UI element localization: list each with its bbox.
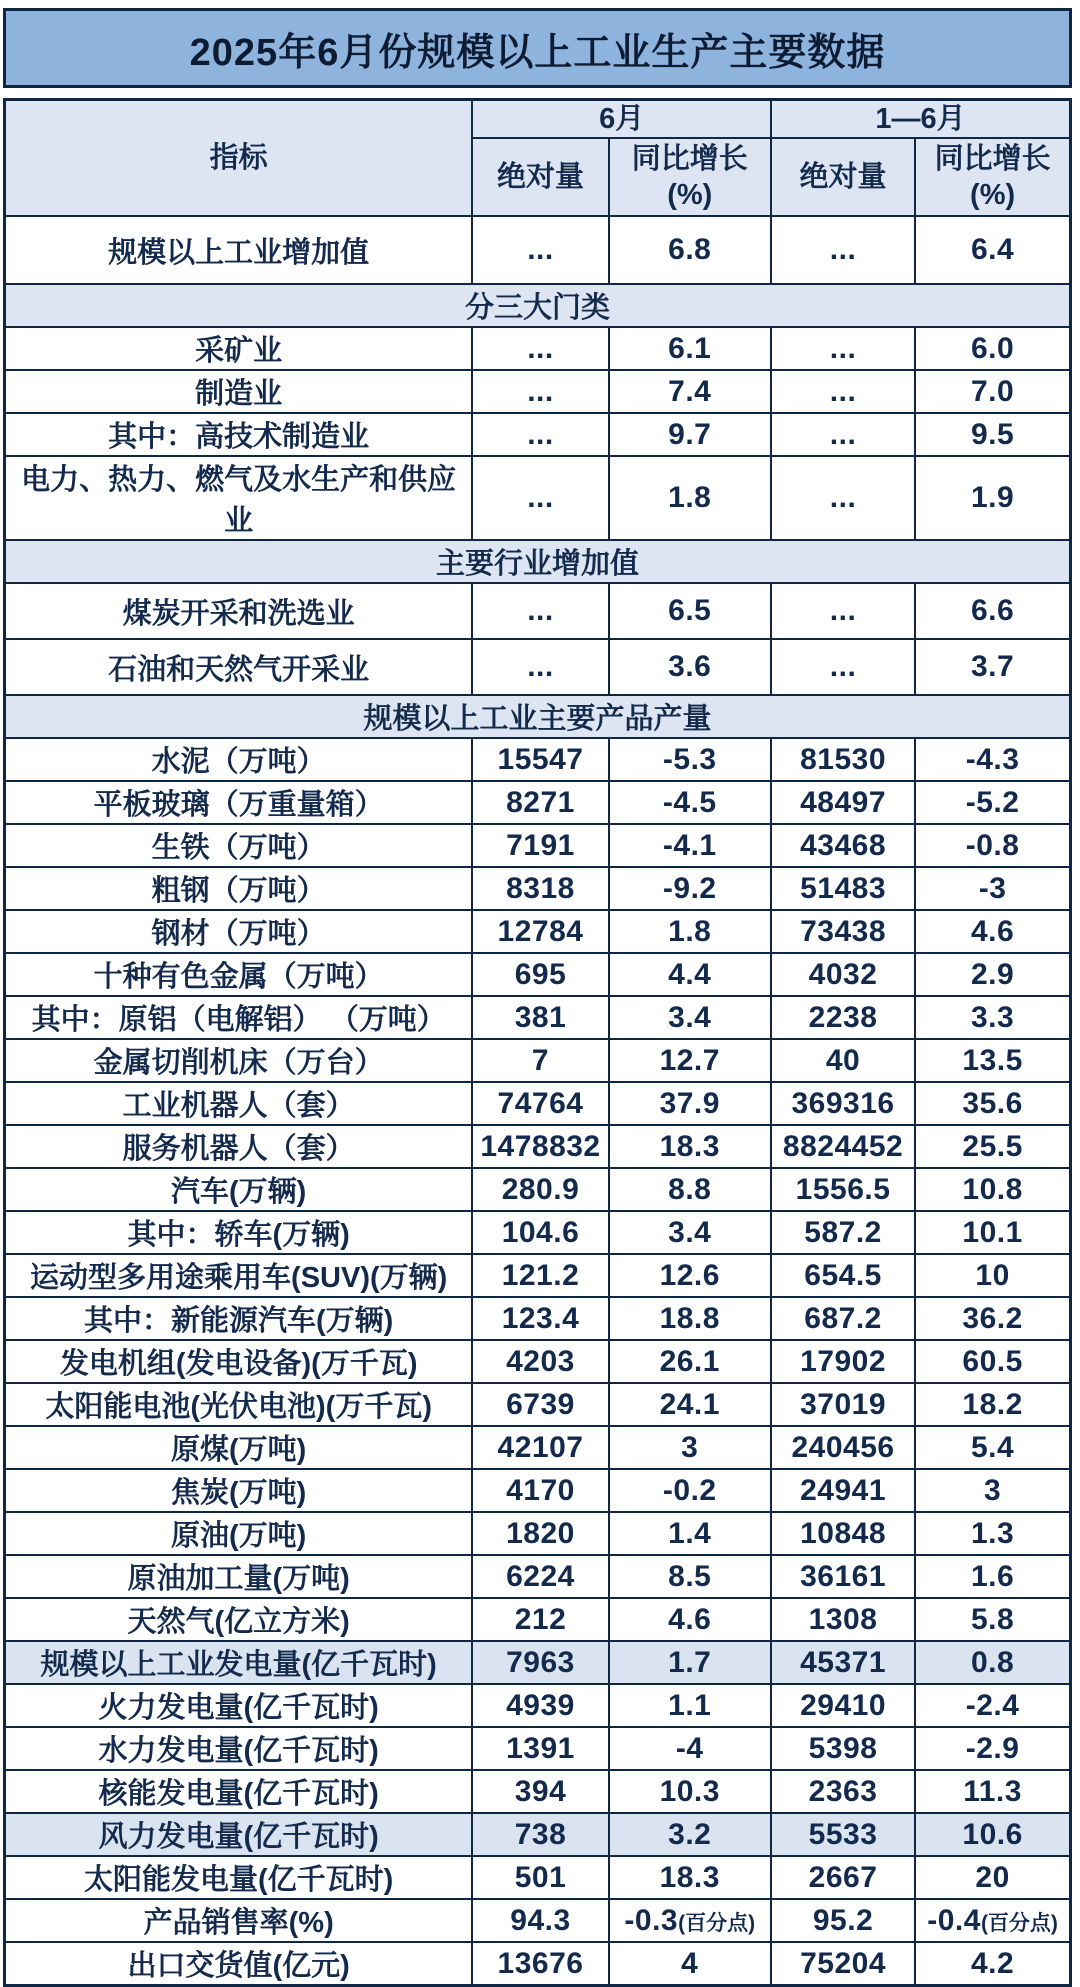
value-cell: 10.1	[915, 1211, 1070, 1254]
value-cell: 121.2	[472, 1254, 608, 1297]
value-cell: 15547	[472, 738, 608, 781]
indicator-label: 汽车(万辆)	[5, 1168, 473, 1211]
table-row	[5, 1598, 1071, 1641]
value-cell: 6.8	[609, 216, 771, 284]
indicator-label: 其中：新能源汽车(万辆)	[5, 1297, 473, 1340]
value-cell: 3.4	[609, 996, 771, 1039]
indicator-label: 焦炭(万吨)	[5, 1469, 473, 1512]
value-cell: -4.5	[609, 781, 771, 824]
value-cell: 123.4	[472, 1297, 608, 1340]
table-header	[5, 100, 1071, 217]
table-row	[5, 1211, 1071, 1254]
value-cell: 10848	[771, 1512, 915, 1555]
value-cell: 75204	[771, 1942, 915, 1986]
indicator-label: 原油(万吨)	[5, 1512, 473, 1555]
table-row	[5, 953, 1071, 996]
section-label: 分三大门类	[5, 284, 1071, 327]
section-row	[5, 695, 1071, 738]
value-unit-suffix: (百分点)	[980, 1911, 1058, 1935]
value-cell: 43468	[771, 824, 915, 867]
table-row	[5, 583, 1071, 639]
value-cell: 1.3	[915, 1512, 1070, 1555]
indicator-label: 其中：轿车(万辆)	[5, 1211, 473, 1254]
value-cell: ...	[472, 216, 608, 284]
value-cell: ...	[771, 327, 915, 370]
table-row	[5, 1684, 1071, 1727]
table-row	[5, 738, 1071, 781]
indicator-label: 出口交货值(亿元)	[5, 1942, 473, 1986]
value-cell: 1.8	[609, 456, 771, 540]
indicator-label: 金属切削机床（万台）	[5, 1039, 473, 1082]
value-cell: 3.4	[609, 1211, 771, 1254]
indicator-label: 水泥（万吨）	[5, 738, 473, 781]
value-cell: 18.3	[609, 1125, 771, 1168]
value-cell: 1478832	[472, 1125, 608, 1168]
value-cell: 24.1	[609, 1383, 771, 1426]
value-cell: 5398	[771, 1727, 915, 1770]
table-row	[5, 1082, 1071, 1125]
value-cell: 2363	[771, 1770, 915, 1813]
indicator-label: 钢材（万吨）	[5, 910, 473, 953]
section-row	[5, 540, 1071, 583]
indicator-label: 火力发电量(亿千瓦时)	[5, 1684, 473, 1727]
value-cell: 6.5	[609, 583, 771, 639]
table-row	[5, 1297, 1071, 1340]
table-row	[5, 327, 1071, 370]
value-cell: 7.0	[915, 370, 1070, 413]
value-cell: 6.1	[609, 327, 771, 370]
value-cell: 381	[472, 996, 608, 1039]
value-cell: 2667	[771, 1856, 915, 1899]
table-row	[5, 1254, 1071, 1297]
col-header-absolute-jan-june: 绝对量	[771, 138, 915, 216]
indicator-label: 天然气(亿立方米)	[5, 1598, 473, 1641]
value-cell: 8.5	[609, 1555, 771, 1598]
value-cell: 1556.5	[771, 1168, 915, 1211]
value-cell: 6.6	[915, 583, 1070, 639]
value-cell: 6.4	[915, 216, 1070, 284]
value-cell: 40	[771, 1039, 915, 1082]
indicator-label: 石油和天然气开采业	[5, 639, 473, 695]
value-text: -0.3	[624, 1903, 679, 1937]
table-row	[5, 1899, 1071, 1942]
value-cell: 42107	[472, 1426, 608, 1469]
value-cell: 95.2	[771, 1899, 915, 1942]
value-cell: 654.5	[771, 1254, 915, 1297]
yoy-label-line2: (%)	[970, 179, 1016, 212]
value-cell: 738	[472, 1813, 608, 1856]
table-row	[5, 1942, 1071, 1986]
value-cell: ...	[472, 413, 608, 456]
table-row	[5, 1813, 1071, 1856]
value-cell: 37.9	[609, 1082, 771, 1125]
value-cell: 51483	[771, 867, 915, 910]
value-cell: 12784	[472, 910, 608, 953]
value-cell: 5533	[771, 1813, 915, 1856]
value-cell: 5.4	[915, 1426, 1070, 1469]
value-cell: 18.3	[609, 1856, 771, 1899]
table-row	[5, 639, 1071, 695]
value-cell: 394	[472, 1770, 608, 1813]
table-row	[5, 216, 1071, 284]
value-cell: 25.5	[915, 1125, 1070, 1168]
table-row	[5, 1727, 1071, 1770]
indicator-label: 规模以上工业增加值	[5, 216, 473, 284]
indicator-label: 产品销售率(%)	[5, 1899, 473, 1942]
indicator-label: 原油加工量(万吨)	[5, 1555, 473, 1598]
value-cell: 3.3	[915, 996, 1070, 1039]
indicator-label: 十种有色金属（万吨）	[5, 953, 473, 996]
value-cell: 4170	[472, 1469, 608, 1512]
value-cell: 3	[609, 1426, 771, 1469]
value-cell: ...	[771, 370, 915, 413]
value-cell: 9.7	[609, 413, 771, 456]
value-cell: 7.4	[609, 370, 771, 413]
value-cell: 212	[472, 1598, 608, 1641]
col-header-period-june: 6月	[472, 100, 771, 139]
indicator-label: 采矿业	[5, 327, 473, 370]
section-row	[5, 284, 1071, 327]
value-cell: 1.1	[609, 1684, 771, 1727]
value-cell: -5.2	[915, 781, 1070, 824]
value-cell: 501	[472, 1856, 608, 1899]
value-cell: 36.2	[915, 1297, 1070, 1340]
value-cell: 10.8	[915, 1168, 1070, 1211]
indicator-label: 煤炭开采和洗选业	[5, 583, 473, 639]
col-header-yoy-june	[609, 138, 771, 216]
value-cell: ...	[771, 456, 915, 540]
indicator-label: 其中：高技术制造业	[5, 413, 473, 456]
table-row	[5, 370, 1071, 413]
value-cell	[609, 1899, 771, 1942]
indicator-label: 风力发电量(亿千瓦时)	[5, 1813, 473, 1856]
table-row	[5, 910, 1071, 953]
value-cell: 280.9	[472, 1168, 608, 1211]
table-row	[5, 1770, 1071, 1813]
indicator-label: 制造业	[5, 370, 473, 413]
value-cell: 1.4	[609, 1512, 771, 1555]
value-cell: 45371	[771, 1641, 915, 1684]
table-row	[5, 1340, 1071, 1383]
value-cell: 94.3	[472, 1899, 608, 1942]
indicator-label: 服务机器人（套）	[5, 1125, 473, 1168]
value-cell: -4.3	[915, 738, 1070, 781]
value-cell: 74764	[472, 1082, 608, 1125]
indicator-label: 粗钢（万吨）	[5, 867, 473, 910]
value-cell: 73438	[771, 910, 915, 953]
value-cell: 104.6	[472, 1211, 608, 1254]
value-cell: 3	[915, 1469, 1070, 1512]
value-cell: 687.2	[771, 1297, 915, 1340]
value-cell: 695	[472, 953, 608, 996]
indicator-label: 太阳能电池(光伏电池)(万千瓦)	[5, 1383, 473, 1426]
indicator-label: 规模以上工业发电量(亿千瓦时)	[5, 1641, 473, 1684]
indicator-label: 核能发电量(亿千瓦时)	[5, 1770, 473, 1813]
value-cell: 1.7	[609, 1641, 771, 1684]
value-cell: 10	[915, 1254, 1070, 1297]
indicator-label: 其中：原铝（电解铝） （万吨）	[5, 996, 473, 1039]
table-row	[5, 1555, 1071, 1598]
col-header-absolute-june: 绝对量	[472, 138, 608, 216]
value-cell: 4.6	[609, 1598, 771, 1641]
industrial-data-table	[3, 98, 1072, 1987]
value-cell: 81530	[771, 738, 915, 781]
value-cell: 8271	[472, 781, 608, 824]
value-cell: -2.4	[915, 1684, 1070, 1727]
value-cell: 18.2	[915, 1383, 1070, 1426]
indicator-label: 原煤(万吨)	[5, 1426, 473, 1469]
value-cell: 37019	[771, 1383, 915, 1426]
value-cell: 13676	[472, 1942, 608, 1986]
value-cell: 4.2	[915, 1942, 1070, 1986]
value-cell: 4	[609, 1942, 771, 1986]
value-text: -0.4	[927, 1903, 981, 1937]
section-label: 规模以上工业主要产品产量	[5, 695, 1071, 738]
value-cell: ...	[771, 413, 915, 456]
value-unit-suffix: (百分点)	[678, 1911, 756, 1935]
yoy-label-line1: 同比增长	[631, 143, 748, 175]
value-cell: ...	[771, 583, 915, 639]
value-cell: ...	[472, 639, 608, 695]
value-cell: 13.5	[915, 1039, 1070, 1082]
col-header-yoy-jan-june	[915, 138, 1070, 216]
value-cell: 18.8	[609, 1297, 771, 1340]
value-cell: 0.8	[915, 1641, 1070, 1684]
value-cell: 3.7	[915, 639, 1070, 695]
value-cell: 5.8	[915, 1598, 1070, 1641]
value-cell: 12.7	[609, 1039, 771, 1082]
value-cell: 4.6	[915, 910, 1070, 953]
table-row	[5, 1168, 1071, 1211]
value-cell: ...	[771, 216, 915, 284]
value-cell: 20	[915, 1856, 1070, 1899]
value-cell: 4032	[771, 953, 915, 996]
value-cell: 6.0	[915, 327, 1070, 370]
value-cell	[915, 1899, 1070, 1942]
table-row	[5, 867, 1071, 910]
value-cell: -3	[915, 867, 1070, 910]
value-cell: 60.5	[915, 1340, 1070, 1383]
indicator-label: 太阳能发电量(亿千瓦时)	[5, 1856, 473, 1899]
yoy-label-line2: (%)	[667, 179, 713, 212]
col-header-indicator: 指标	[5, 100, 473, 217]
value-cell: 2.9	[915, 953, 1070, 996]
indicator-label: 工业机器人（套）	[5, 1082, 473, 1125]
value-cell: -2.9	[915, 1727, 1070, 1770]
table-row	[5, 456, 1071, 540]
value-cell: 1.9	[915, 456, 1070, 540]
value-cell: 10.3	[609, 1770, 771, 1813]
col-header-period-jan-june: 1—6月	[771, 100, 1071, 139]
value-cell: 12.6	[609, 1254, 771, 1297]
value-cell: ...	[472, 327, 608, 370]
value-cell: ...	[472, 583, 608, 639]
table-row	[5, 781, 1071, 824]
value-cell: -5.3	[609, 738, 771, 781]
value-cell: 8.8	[609, 1168, 771, 1211]
value-cell: 1820	[472, 1512, 608, 1555]
value-cell: 29410	[771, 1684, 915, 1727]
value-cell: 6739	[472, 1383, 608, 1426]
value-cell: 7963	[472, 1641, 608, 1684]
indicator-label: 电力、热力、燃气及水生产和供应业	[5, 456, 473, 540]
yoy-label-line1: 同比增长	[934, 143, 1051, 175]
value-cell: 7191	[472, 824, 608, 867]
value-cell: 6224	[472, 1555, 608, 1598]
value-cell: -4	[609, 1727, 771, 1770]
table-row	[5, 1469, 1071, 1512]
value-cell: 8824452	[771, 1125, 915, 1168]
value-cell: 2238	[771, 996, 915, 1039]
table-row	[5, 996, 1071, 1039]
title-table-divider	[3, 88, 1072, 98]
value-cell: 9.5	[915, 413, 1070, 456]
table-row	[5, 1039, 1071, 1082]
page-title: 2025年6月份规模以上工业生产主要数据	[3, 8, 1072, 88]
value-cell: 3.2	[609, 1813, 771, 1856]
value-cell: 369316	[771, 1082, 915, 1125]
section-label: 主要行业增加值	[5, 540, 1071, 583]
value-cell: 4.4	[609, 953, 771, 996]
value-cell: -4.1	[609, 824, 771, 867]
table-row	[5, 1641, 1071, 1684]
value-cell: ...	[472, 370, 608, 413]
table-body	[5, 216, 1071, 1986]
table-row	[5, 1856, 1071, 1899]
value-cell: ...	[472, 456, 608, 540]
value-cell: 1.8	[609, 910, 771, 953]
indicator-label: 运动型多用途乘用车(SUV)(万辆)	[5, 1254, 473, 1297]
value-cell: 35.6	[915, 1082, 1070, 1125]
value-cell: 3.6	[609, 639, 771, 695]
value-cell: 11.3	[915, 1770, 1070, 1813]
value-cell: 240456	[771, 1426, 915, 1469]
value-cell: 4203	[472, 1340, 608, 1383]
table-row	[5, 1125, 1071, 1168]
value-cell: 17902	[771, 1340, 915, 1383]
value-cell: 24941	[771, 1469, 915, 1512]
value-cell: -0.2	[609, 1469, 771, 1512]
value-cell: -0.8	[915, 824, 1070, 867]
value-cell: 1.6	[915, 1555, 1070, 1598]
indicator-label: 平板玻璃（万重量箱）	[5, 781, 473, 824]
table-row	[5, 413, 1071, 456]
value-cell: 1308	[771, 1598, 915, 1641]
value-cell: 1391	[472, 1727, 608, 1770]
table-row	[5, 824, 1071, 867]
value-cell: -9.2	[609, 867, 771, 910]
value-cell: ...	[771, 639, 915, 695]
value-cell: 587.2	[771, 1211, 915, 1254]
value-cell: 7	[472, 1039, 608, 1082]
value-cell: 10.6	[915, 1813, 1070, 1856]
value-cell: 4939	[472, 1684, 608, 1727]
indicator-label: 水力发电量(亿千瓦时)	[5, 1727, 473, 1770]
indicator-label: 生铁（万吨）	[5, 824, 473, 867]
table-row	[5, 1383, 1071, 1426]
value-cell: 36161	[771, 1555, 915, 1598]
header-row-periods	[5, 100, 1071, 139]
table-row	[5, 1512, 1071, 1555]
indicator-label: 发电机组(发电设备)(万千瓦)	[5, 1340, 473, 1383]
value-cell: 26.1	[609, 1340, 771, 1383]
table-row	[5, 1426, 1071, 1469]
value-cell: 8318	[472, 867, 608, 910]
value-cell: 48497	[771, 781, 915, 824]
